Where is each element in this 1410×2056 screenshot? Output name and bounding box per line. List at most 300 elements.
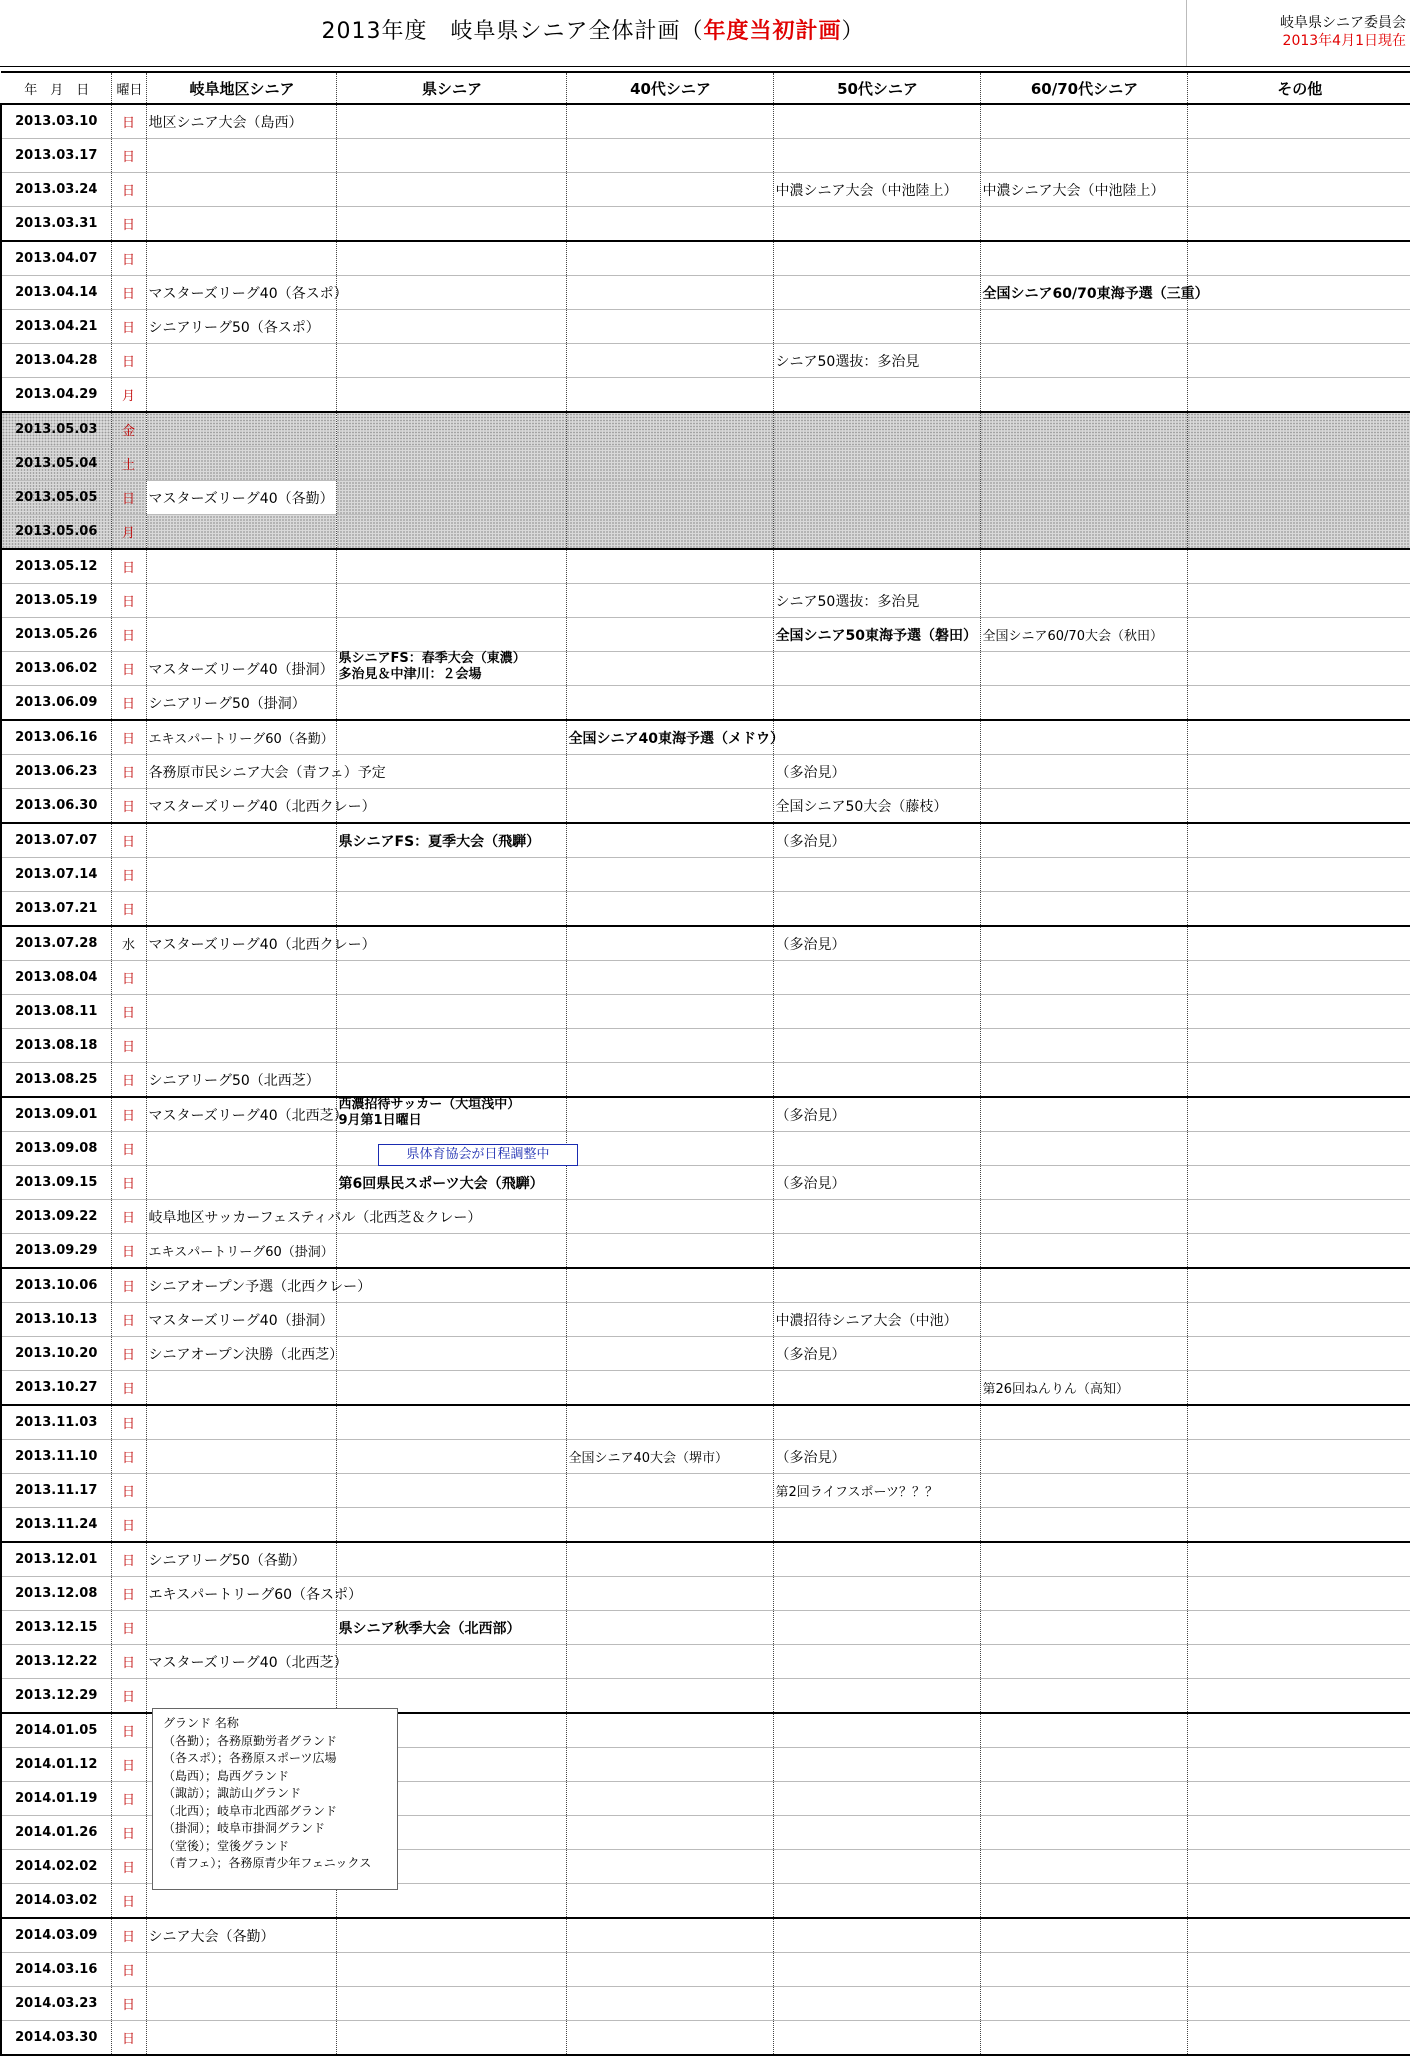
other-cell: [1187, 276, 1410, 310]
gifu-district-cell: [146, 1918, 336, 1953]
event-text: シニアリーグ50（掛洞）: [148, 695, 306, 712]
age50-cell: [773, 1063, 980, 1098]
table-row: [1, 207, 1410, 242]
age50-cell: [773, 1748, 980, 1782]
age6070-cell: [980, 1884, 1187, 1919]
gifu-district-cell: [146, 1508, 336, 1543]
age40-cell: [566, 1679, 773, 1714]
gifu-district-cell: [146, 1645, 348, 1679]
event-text: 岐阜地区サッカーフェスティバル（北西芝＆クレー）: [148, 1209, 482, 1226]
table-row: [1, 584, 1410, 618]
age50-cell: [773, 1234, 980, 1269]
gifu-district-cell: [146, 276, 348, 310]
date-cell: 2013.09.22: [1, 1200, 111, 1234]
weekday-cell: 日: [111, 755, 146, 789]
event-text: シニアリーグ50（各スポ）: [148, 319, 320, 336]
other-cell: [1187, 447, 1410, 481]
other-cell: [1187, 1474, 1410, 1508]
age40-cell: [566, 755, 773, 789]
age40-cell: [566, 515, 773, 550]
age40-cell: [566, 549, 773, 584]
age50-cell: [773, 1508, 980, 1543]
event-text: 全国シニア60/70東海予選（三重）: [982, 285, 1209, 302]
age50-cell: [773, 139, 980, 173]
age40-cell: [566, 789, 773, 824]
date-cell: 2013.03.24: [1, 173, 111, 207]
prefecture-cell: [336, 1405, 566, 1440]
table-row: [1, 755, 1410, 789]
table-row: [1, 344, 1410, 378]
weekday-cell: 日: [111, 1953, 146, 1987]
weekday-cell: 日: [111, 1132, 146, 1166]
age40-cell: [566, 1268, 773, 1303]
weekday-cell: 日: [111, 1337, 146, 1371]
date-cell: 2013.05.19: [1, 584, 111, 618]
age6070-cell: [980, 1987, 1187, 2021]
weekday-cell: 日: [111, 584, 146, 618]
weekday-cell: 日: [111, 1884, 146, 1919]
date-cell: 2013.06.16: [1, 720, 111, 755]
age50-cell: [773, 1268, 980, 1303]
other-cell: [1187, 1200, 1410, 1234]
weekday-cell: 日: [111, 276, 146, 310]
column-header: 40代シニア: [566, 72, 773, 104]
age40-cell: [566, 1200, 773, 1234]
age50-cell: [773, 584, 980, 618]
other-cell: [1187, 1371, 1410, 1406]
date-cell: 2013.05.12: [1, 549, 111, 584]
age50-cell: [773, 1371, 980, 1406]
age6070-cell: [980, 310, 1187, 344]
weekday-cell: 日: [111, 1268, 146, 1303]
table-row: [1, 447, 1410, 481]
gifu-district-cell: [146, 720, 336, 755]
event-text: マスターズリーグ40（掛洞）: [148, 661, 334, 678]
gifu-district-cell: [146, 515, 336, 550]
gifu-district-cell: [146, 1371, 336, 1406]
age6070-cell: [980, 1918, 1187, 1953]
other-cell: [1187, 652, 1410, 686]
other-cell: [1187, 686, 1410, 721]
age40-cell: [566, 378, 773, 413]
other-cell: [1187, 1063, 1410, 1098]
prefecture-cell: [336, 961, 566, 995]
legend-title: グランド 名称: [163, 1716, 239, 1730]
other-cell: [1187, 1816, 1410, 1850]
weekday-cell: 日: [111, 720, 146, 755]
prefecture-cell: [336, 104, 566, 139]
age50-cell: [773, 1200, 980, 1234]
weekday-cell: 日: [111, 2021, 146, 2056]
age6070-cell: [980, 858, 1187, 892]
age40-cell: [566, 1371, 773, 1406]
prefecture-cell: [336, 926, 566, 961]
prefecture-cell: [336, 276, 566, 310]
other-cell: [1187, 1542, 1410, 1577]
event-text: シニアオープン決勝（北西芝）: [148, 1346, 344, 1363]
prefecture-cell: [336, 858, 566, 892]
prefecture-cell: [336, 995, 566, 1029]
age50-cell: [773, 1611, 980, 1645]
age6070-cell: [980, 276, 1209, 310]
age6070-cell: [980, 2021, 1187, 2056]
event-text: マスターズリーグ40（各勤）: [148, 490, 334, 507]
other-cell: [1187, 618, 1410, 652]
weekday-cell: 日: [111, 549, 146, 584]
age50-cell: [773, 207, 980, 242]
gifu-district-cell: [146, 1577, 363, 1611]
legend-item: （青フェ）；各務原青少年フェニックス: [163, 1856, 372, 1870]
other-cell: [1187, 858, 1410, 892]
age40-cell: [566, 104, 773, 139]
prefecture-cell: [336, 515, 566, 550]
age40-cell: [566, 720, 784, 755]
date-cell: 2013.08.04: [1, 961, 111, 995]
age40-cell: [566, 1063, 773, 1098]
date-cell: 2013.05.04: [1, 447, 111, 481]
age6070-cell: [980, 961, 1187, 995]
date-cell: 2013.06.02: [1, 652, 111, 686]
weekday-cell: 日: [111, 1918, 146, 1953]
date-cell: 2014.03.02: [1, 1884, 111, 1919]
age40-cell: [566, 823, 773, 858]
date-cell: 2013.06.30: [1, 789, 111, 824]
event-text: 9月第1日曜日: [338, 1112, 422, 1128]
schedule-adjust-note: 県体育協会が日程調整中: [378, 1144, 578, 1166]
prefecture-cell: [336, 1953, 566, 1987]
prefecture-cell: [336, 1097, 566, 1132]
age40-cell: [566, 1713, 773, 1748]
age50-cell: [773, 1850, 980, 1884]
age6070-cell: [980, 789, 1187, 824]
table-row: [1, 1577, 1410, 1611]
age50-cell: [773, 1679, 980, 1714]
age50-cell: [773, 1337, 980, 1371]
table-row: [1, 1303, 1410, 1337]
table-row: [1, 858, 1410, 892]
age40-cell: [566, 1577, 773, 1611]
prefecture-cell: [336, 1200, 566, 1234]
date-cell: 2013.12.15: [1, 1611, 111, 1645]
age6070-cell: [980, 515, 1187, 550]
date-cell: 2014.03.30: [1, 2021, 111, 2056]
age40-cell: [566, 1884, 773, 1919]
prefecture-cell: [336, 1474, 566, 1508]
table-row: [1, 1029, 1410, 1063]
other-cell: [1187, 1782, 1410, 1816]
prefecture-cell: [336, 1063, 566, 1098]
gifu-district-cell: [146, 652, 336, 686]
other-cell: [1187, 1918, 1410, 1953]
other-cell: [1187, 1303, 1410, 1337]
event-text: 多治見＆中津川：２会場: [338, 666, 482, 682]
prefecture-cell: [336, 1987, 566, 2021]
gifu-district-cell: [146, 2021, 336, 2056]
date-cell: 2013.06.23: [1, 755, 111, 789]
date-cell: 2013.12.01: [1, 1542, 111, 1577]
age40-cell: [566, 207, 773, 242]
age40-cell: [566, 584, 773, 618]
age40-cell: [566, 481, 773, 515]
event-text: （多治見）: [775, 1107, 846, 1124]
prefecture-cell: [336, 1268, 566, 1303]
gifu-district-cell: [146, 1132, 336, 1166]
event-text: （多治見）: [775, 1449, 846, 1466]
weekday-cell: 日: [111, 241, 146, 276]
date-cell: 2013.11.17: [1, 1474, 111, 1508]
age6070-cell: [980, 1303, 1187, 1337]
date-cell: 2014.01.19: [1, 1782, 111, 1816]
other-cell: [1187, 173, 1410, 207]
event-text: （多治見）: [775, 1346, 846, 1363]
age40-cell: [566, 1918, 773, 1953]
weekday-cell: 日: [111, 1371, 146, 1406]
table-row: [1, 1645, 1410, 1679]
age50-cell: [773, 1816, 980, 1850]
event-text: 各務原市民シニア大会（青フェ）予定: [148, 764, 386, 781]
table-row: [1, 1611, 1410, 1645]
weekday-cell: 日: [111, 686, 146, 721]
column-header: 年 月 日: [1, 72, 111, 104]
age6070-cell: [980, 1097, 1187, 1132]
event-text: エキスパートリーグ60（掛洞）: [148, 1245, 334, 1260]
prefecture-cell: [336, 686, 566, 721]
age50-cell: [773, 1953, 980, 1987]
table-row: [1, 961, 1410, 995]
table-row: [1, 618, 1410, 652]
date-cell: 2013.11.24: [1, 1508, 111, 1543]
table-row: [1, 310, 1410, 344]
event-text: マスターズリーグ40（北西芝）: [148, 1654, 348, 1671]
age6070-cell: [980, 1508, 1187, 1543]
date-cell: 2013.09.29: [1, 1234, 111, 1269]
date-cell: 2013.11.10: [1, 1440, 111, 1474]
age40-cell: [566, 858, 773, 892]
prefecture-cell: [336, 310, 566, 344]
weekday-cell: 日: [111, 961, 146, 995]
event-text: 全国シニア50大会（藤枝）: [775, 798, 948, 815]
event-text: マスターズリーグ40（北西クレー）: [148, 798, 376, 815]
event-text: 中濃シニア大会（中池陸上）: [982, 182, 1165, 199]
table-row: [1, 1234, 1410, 1269]
table-row: [1, 481, 1410, 515]
other-cell: [1187, 1132, 1410, 1166]
date-cell: 2013.04.29: [1, 378, 111, 413]
weekday-cell: 日: [111, 995, 146, 1029]
event-text: 中濃シニア大会（中池陸上）: [775, 182, 958, 199]
age6070-cell: [980, 1816, 1187, 1850]
table-row: [1, 1405, 1410, 1440]
weekday-cell: 日: [111, 1577, 146, 1611]
legend-item: （堂後）；堂後グランド: [163, 1838, 290, 1853]
other-cell: [1187, 1337, 1410, 1371]
gifu-district-cell: [146, 1268, 372, 1303]
date-cell: 2013.04.14: [1, 276, 111, 310]
gifu-district-cell: [146, 755, 386, 789]
age6070-cell: [980, 823, 1187, 858]
date-cell: 2013.05.06: [1, 515, 111, 550]
prefecture-cell: [336, 618, 566, 652]
prefecture-cell: [336, 1166, 566, 1200]
age6070-cell: [980, 1063, 1187, 1098]
age50-cell: [773, 378, 980, 413]
prefecture-cell: [336, 1303, 566, 1337]
header-divider: [1186, 0, 1187, 66]
date-cell: 2014.01.05: [1, 1713, 111, 1748]
weekday-cell: 日: [111, 1816, 146, 1850]
prefecture-cell: [336, 1918, 566, 1953]
other-cell: [1187, 481, 1410, 515]
committee-name: 岐阜県シニア委員会: [1280, 15, 1406, 31]
age6070-cell: [980, 652, 1187, 686]
column-header: 岐阜地区シニア: [146, 72, 336, 104]
age40-cell: [566, 1097, 773, 1132]
gifu-district-cell: [146, 207, 336, 242]
age50-cell: [773, 412, 980, 447]
age40-cell: [566, 1337, 773, 1371]
table-row: [1, 276, 1410, 310]
age6070-cell: [980, 1542, 1187, 1577]
weekday-cell: 日: [111, 1440, 146, 1474]
age40-cell: [566, 2021, 773, 2056]
gifu-district-cell: [146, 995, 336, 1029]
date-cell: 2013.04.21: [1, 310, 111, 344]
weekday-cell: 日: [111, 344, 146, 378]
event-text: マスターズリーグ40（北西芝）: [148, 1107, 348, 1124]
column-header: 60/70代シニア: [980, 72, 1187, 104]
age6070-cell: [980, 1611, 1187, 1645]
date-cell: 2013.09.15: [1, 1166, 111, 1200]
date-cell: 2014.01.12: [1, 1748, 111, 1782]
prefecture-cell: [336, 720, 566, 755]
table-row: [1, 1987, 1410, 2021]
other-cell: [1187, 892, 1410, 927]
date-cell: 2013.12.08: [1, 1577, 111, 1611]
gifu-district-cell: [146, 1440, 336, 1474]
age6070-cell: [980, 1645, 1187, 1679]
table-row: [1, 720, 1410, 755]
event-text: （多治見）: [775, 833, 846, 850]
table-row: [1, 515, 1410, 550]
other-cell: [1187, 1268, 1410, 1303]
age50-cell: [773, 173, 980, 207]
weekday-cell: 日: [111, 207, 146, 242]
date-cell: 2013.07.28: [1, 926, 111, 961]
event-text: 県シニアFS：春季大会（東濃）: [338, 650, 526, 666]
table-row: [1, 926, 1410, 961]
weekday-cell: 日: [111, 1303, 146, 1337]
age40-cell: [566, 926, 773, 961]
table-row: [1, 104, 1410, 139]
age6070-cell: [980, 1782, 1187, 1816]
age6070-cell: [980, 755, 1187, 789]
date-cell: 2014.03.16: [1, 1953, 111, 1987]
event-text: エキスパートリーグ60（各スポ）: [148, 1586, 363, 1603]
other-cell: [1187, 584, 1410, 618]
age40-cell: [566, 652, 773, 686]
other-cell: [1187, 755, 1410, 789]
age40-cell: [566, 1405, 773, 1440]
age40-cell: [566, 1508, 773, 1543]
event-text: マスターズリーグ40（各スポ）: [148, 285, 348, 302]
gifu-district-cell: [146, 1029, 336, 1063]
age6070-cell: [980, 1748, 1187, 1782]
weekday-cell: 日: [111, 1063, 146, 1098]
date-cell: 2013.03.31: [1, 207, 111, 242]
legend-item: （各勤）；各務原勤労者グランド: [163, 1733, 338, 1748]
weekday-cell: 日: [111, 789, 146, 824]
event-text: 全国シニア60/70大会（秋田）: [982, 629, 1163, 644]
weekday-cell: 日: [111, 1200, 146, 1234]
other-cell: [1187, 310, 1410, 344]
age40-cell: [566, 1440, 773, 1474]
date-cell: 2013.07.07: [1, 823, 111, 858]
prefecture-cell: [336, 1440, 566, 1474]
prefecture-cell: [336, 652, 566, 686]
table-row: [1, 1063, 1410, 1098]
legend-item: （島西）；島西グランド: [163, 1768, 290, 1783]
gifu-district-cell: [146, 1200, 482, 1234]
age50-cell: [773, 1577, 980, 1611]
weekday-cell: 日: [111, 1097, 146, 1132]
column-header: 50代シニア: [773, 72, 980, 104]
age50-cell: [773, 755, 980, 789]
age6070-cell: [980, 1679, 1187, 1714]
date-cell: 2013.12.29: [1, 1679, 111, 1714]
weekday-cell: 日: [111, 481, 146, 515]
date-cell: 2013.10.13: [1, 1303, 111, 1337]
event-text: 西濃招待サッカー（大垣浅中）: [338, 1096, 521, 1112]
other-cell: [1187, 1508, 1410, 1543]
age50-cell: [773, 241, 980, 276]
event-text: マスターズリーグ40（北西クレー）: [148, 936, 376, 953]
gifu-district-cell: [146, 1542, 336, 1577]
age6070-cell: [980, 1029, 1187, 1063]
age6070-cell: [980, 104, 1187, 139]
other-cell: [1187, 1645, 1410, 1679]
date-cell: 2013.03.10: [1, 104, 111, 139]
age6070-cell: [980, 1268, 1187, 1303]
date-cell: 2013.06.09: [1, 686, 111, 721]
date-cell: 2013.04.07: [1, 241, 111, 276]
age50-cell: [773, 447, 980, 481]
weekday-cell: 日: [111, 618, 146, 652]
age6070-cell: [980, 1440, 1187, 1474]
age40-cell: [566, 1542, 773, 1577]
column-header: 曜日: [111, 72, 146, 104]
weekday-cell: 日: [111, 104, 146, 139]
other-cell: [1187, 549, 1410, 584]
two-line-event: [339, 1097, 566, 1129]
legend-item: （各スポ）；各務原スポーツ広場: [163, 1751, 337, 1765]
age6070-cell: [980, 1474, 1187, 1508]
other-cell: [1187, 344, 1410, 378]
age40-cell: [566, 1953, 773, 1987]
other-cell: [1187, 378, 1410, 413]
age50-cell: [773, 995, 980, 1029]
date-cell: 2013.09.01: [1, 1097, 111, 1132]
date-cell: 2013.05.26: [1, 618, 111, 652]
age40-cell: [566, 344, 773, 378]
age6070-cell: [980, 241, 1187, 276]
gifu-district-cell: [146, 926, 376, 961]
other-cell: [1187, 1884, 1410, 1919]
age50-cell: [773, 1029, 980, 1063]
age50-cell: [773, 549, 980, 584]
gifu-district-cell: [146, 447, 336, 481]
table-row: [1, 1953, 1410, 1987]
date-cell: 2013.05.05: [1, 481, 111, 515]
